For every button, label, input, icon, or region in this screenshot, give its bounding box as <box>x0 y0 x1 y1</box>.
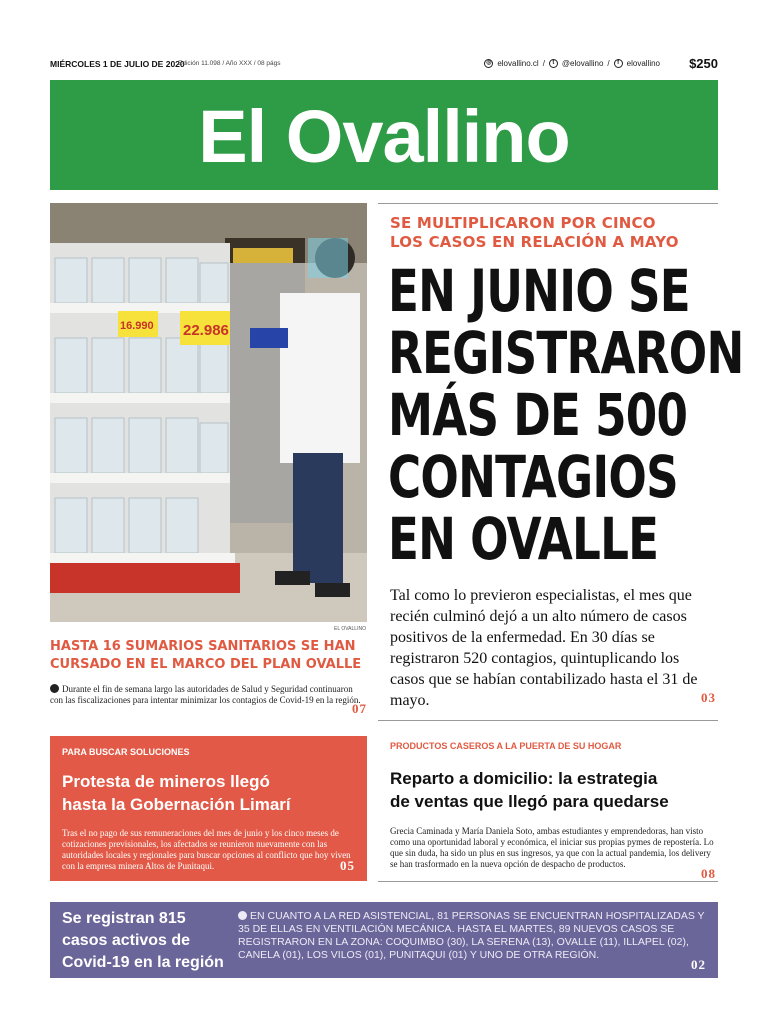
main-headline <box>388 257 744 573</box>
right-story-kicker: PRODUCTOS CASEROS A LA PUERTA DE SU HOGAR <box>390 741 622 751</box>
right-story-text: Grecia Caminada y María Daniela Soto, ambas estudiantes y emprendedoras, han visto como una oportunidad laboral y económica, el iniciar sus propias pymes de repostería. Lo que sin duda, ha sido un plus en sus ingresos, ya que con la actual pandemia, los delivery se han trasformado en la nueva opción de despacho de productos. <box>390 826 714 869</box>
left-story-text: Durante el fin de semana largo las autoridades de Salud y Seguridad continuaron con las fiscalizaciones para intentar minimizar los contagios de Covid-19 en la región. <box>50 684 361 705</box>
twitter-icon: t <box>549 59 558 68</box>
miners-protest-box[interactable] <box>50 736 367 881</box>
red-box-text: Tras el no pago de sus remuneraciones del mes de junio y los cinco meses de cotizaciones previsionales, los afectados se reunieron nuevamente con las autoridades locales y regionales para buscar opciones al conflicto que hoy viven con la empresa minera Altos de Punitaqui. <box>62 828 351 871</box>
edition-info: Edición 11.098 / Año XXX / 08 págs <box>178 60 281 67</box>
social-links <box>484 59 660 68</box>
left-story[interactable] <box>50 638 367 716</box>
main-story[interactable] <box>378 203 744 721</box>
price-tag: 22.986 <box>183 322 229 339</box>
twitter-link[interactable]: @elovallino <box>561 59 604 68</box>
headline-line: REGISTRARON <box>388 319 744 387</box>
main-story-kicker: SE MULTIPLICARON POR CINCO LOS CASOS EN RELACIÓN A MAYO <box>390 214 679 251</box>
globe-icon: ◎ <box>486 60 492 66</box>
headline-line: CONTAGIOS <box>388 443 678 511</box>
facebook-link[interactable]: elovallino <box>626 59 660 68</box>
red-box-headline: Protesta de mineros llegó hasta la Gobernación Limarí <box>62 772 291 814</box>
purple-box-headline: Se registran 815 casos activos de Covid-19 en la región <box>62 910 224 971</box>
page-reference: 02 <box>691 957 706 972</box>
arrow-circle-icon <box>238 911 247 920</box>
right-story-headline: Reparto a domicilio: la estrategia de ventas que llegó para quedarse <box>390 769 669 811</box>
masthead <box>50 80 718 190</box>
main-story-lead: Tal como lo previeron especialistas, el mes que recién culminó dejó a un alto número de casos positivos de la enfermedad. En 30 días se registraron 520 contagios, quintuplicando los casos que se habían contabilizado hasta el 31 de mayo. <box>390 587 698 709</box>
price-tag: 16.990 <box>120 320 154 332</box>
page-reference: 03 <box>701 690 716 705</box>
separator: / <box>607 59 610 68</box>
delivery-story[interactable] <box>378 735 718 882</box>
page-reference: 05 <box>340 858 355 873</box>
top-bar <box>50 56 718 72</box>
price: $250 <box>689 56 718 71</box>
pharmacy-inspector-illustration <box>50 203 367 622</box>
headline-line: EN OVALLE <box>388 505 659 573</box>
newspaper-logo: El Ovallino <box>198 95 570 178</box>
facebook-icon: f <box>614 59 623 68</box>
purple-box-text: EN CUANTO A LA RED ASISTENCIAL, 81 PERSONAS SE ENCUENTRAN HOSPITALIZADAS Y 35 DE ELLAS EN VENTILACIÓN MECÁNICA. HASTA EL MARTES, 89 NUEVOS CASOS SE REGISTRARON EN LA ZONA: COQUIMBO (30), LA SERENA (13), OVALLE (11), ILLAPEL (02), CANELA (01), LOS VILOS (01), PUNITAQUI (01) Y UNO DE OTRA REGIÓN. <box>238 910 705 961</box>
red-box-kicker: PARA BUSCAR SOLUCIONES <box>62 747 190 757</box>
left-story-headline: HASTA 16 SUMARIOS SANITARIOS SE HAN CURSADO EN EL MARCO DEL PLAN OVALLE <box>50 639 362 672</box>
separator: / <box>542 59 545 68</box>
active-cases-box[interactable] <box>50 902 718 978</box>
photo-credit: EL OVALLINO <box>334 626 366 632</box>
cover-photo <box>50 203 367 622</box>
page-reference: 08 <box>701 866 716 881</box>
headline-line: MÁS DE 500 <box>388 381 688 449</box>
issue-date: MIÉRCOLES 1 DE JULIO DE 2020 <box>50 59 185 69</box>
website-link[interactable]: elovallino.cl <box>497 59 539 68</box>
arrow-circle-icon <box>50 684 59 693</box>
headline-line: EN JUNIO SE <box>388 257 690 325</box>
page-reference: 07 <box>352 701 367 716</box>
